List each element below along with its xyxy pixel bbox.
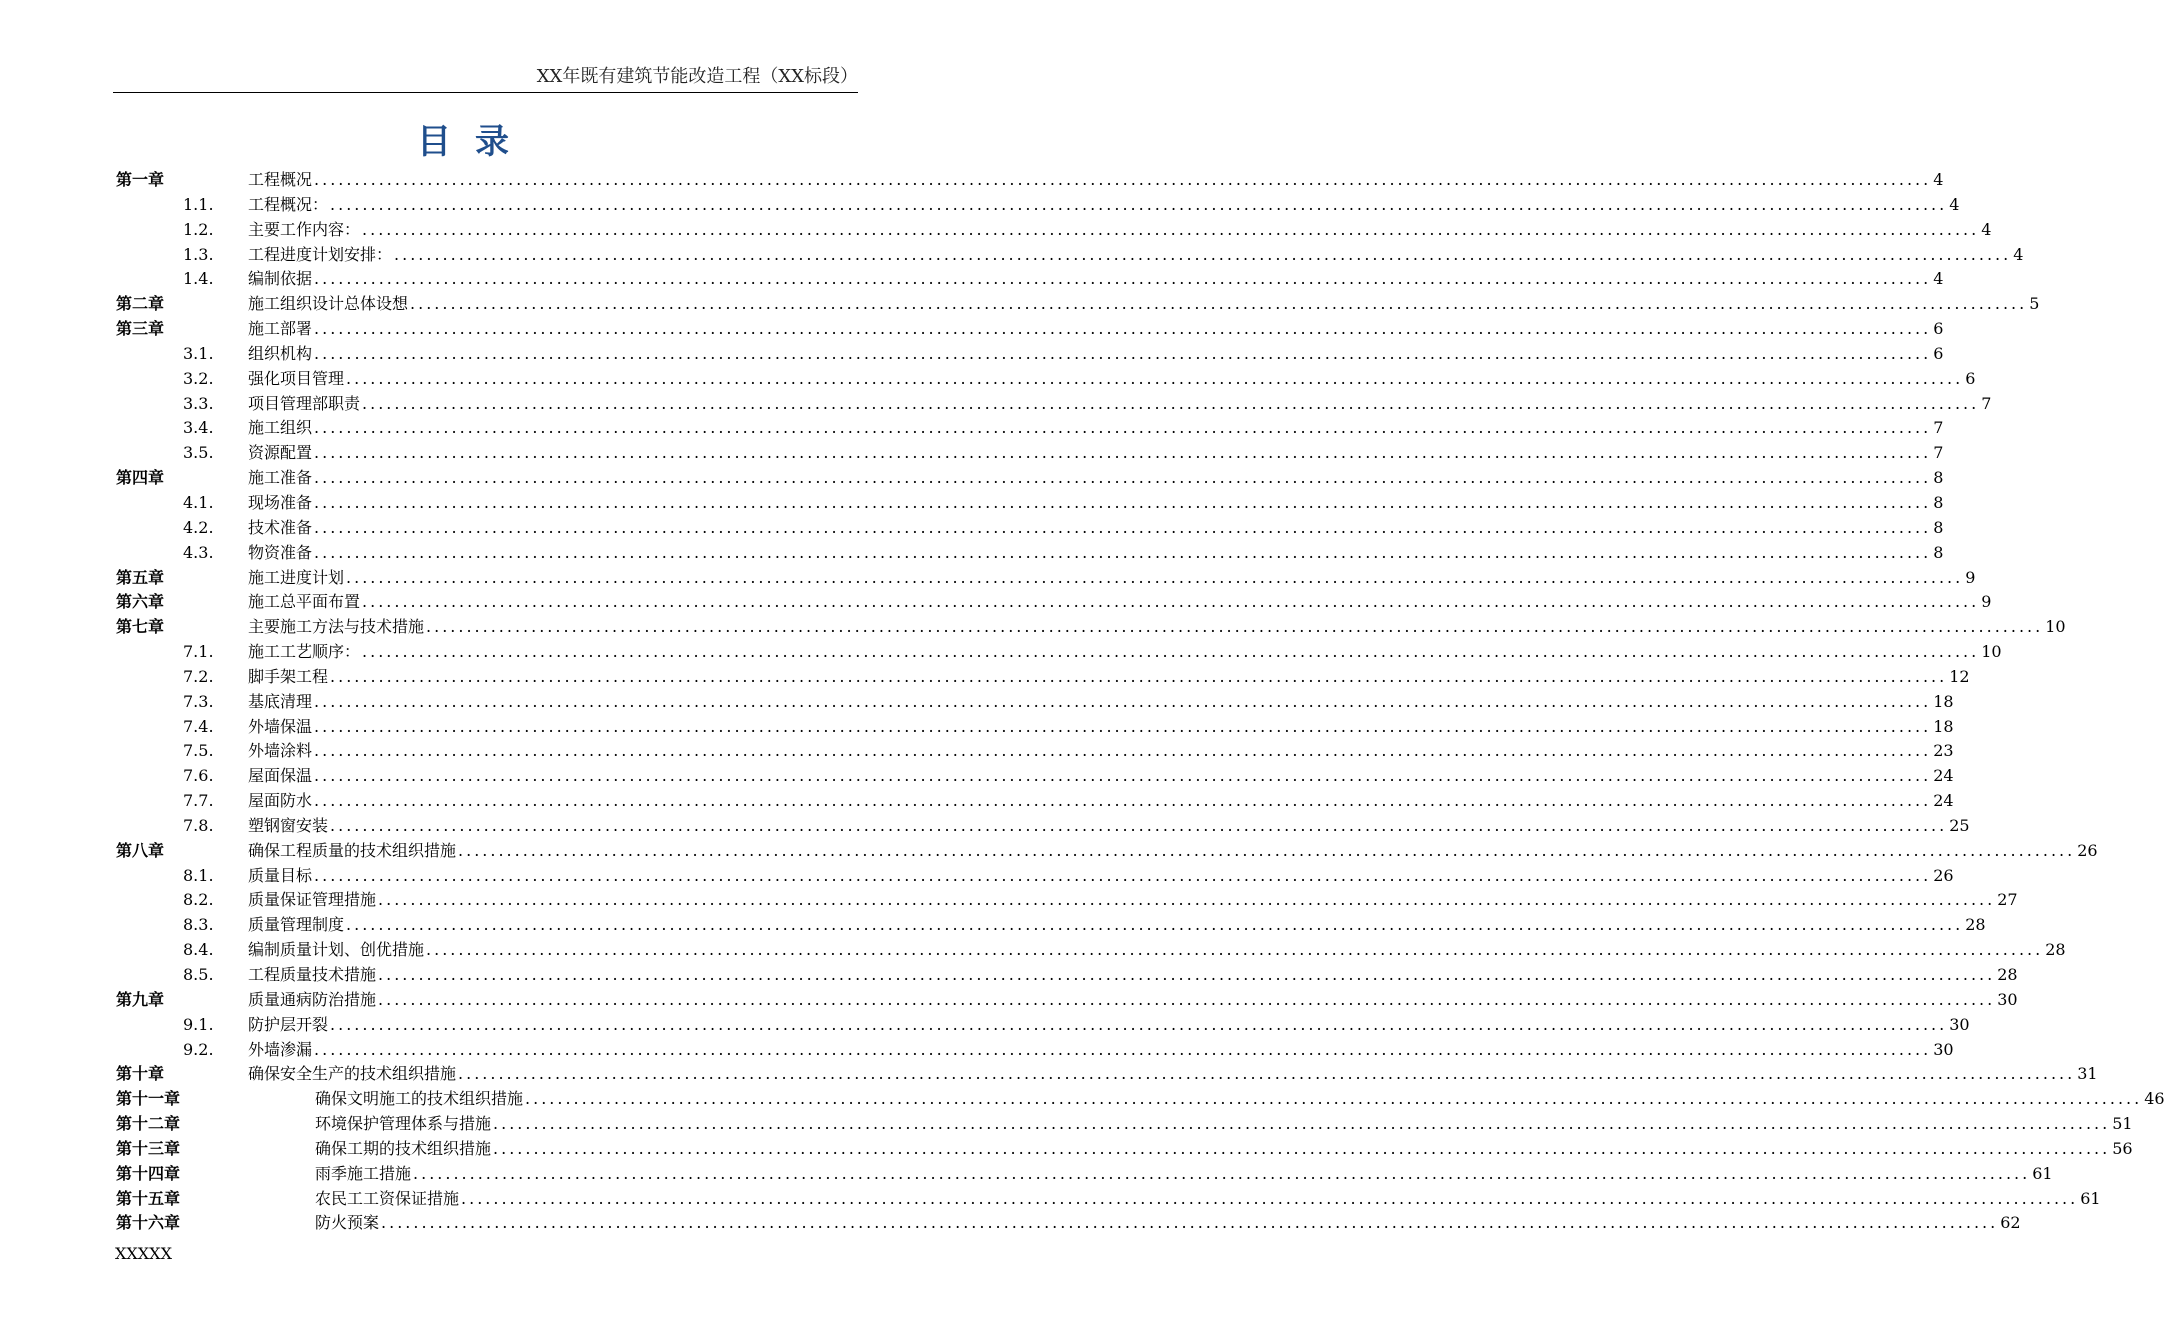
- toc-entry-number: 第十四章: [116, 1163, 181, 1183]
- toc-entry-number: 第十五章: [116, 1188, 181, 1208]
- toc-entry[interactable]: [113, 864, 1954, 889]
- toc-dot-leader: ........................................................................................................................................................................................................: [314, 269, 1932, 289]
- toc-entry-link[interactable]: [248, 615, 2066, 640]
- toc-entry[interactable]: [113, 615, 2066, 640]
- toc-entry-title: 确保安全生产的技术组织措施: [248, 1064, 457, 1084]
- toc-entry-link[interactable]: [248, 665, 1970, 690]
- toc-entry-number: 7.3.: [183, 691, 214, 711]
- toc-dot-leader: ........................................................................................................................................................................................................: [458, 840, 2076, 860]
- toc-entry[interactable]: [113, 1162, 2053, 1187]
- toc-entry-link[interactable]: [248, 839, 2098, 864]
- toc-entry[interactable]: [113, 913, 1986, 938]
- table-of-contents: [113, 168, 2165, 1236]
- toc-entry[interactable]: [113, 1087, 2165, 1112]
- toc-entry-title: 编制依据: [248, 269, 313, 289]
- toc-entry-page: 4: [1949, 194, 1960, 214]
- toc-entry-link[interactable]: [248, 690, 1954, 715]
- toc-entry-link[interactable]: [248, 913, 1986, 938]
- toc-entry[interactable]: [113, 193, 1960, 218]
- toc-entry-page: 10: [2045, 617, 2066, 637]
- toc-entry-title: 环境保护管理体系与措施: [315, 1114, 492, 1134]
- toc-entry-link[interactable]: [248, 764, 1954, 789]
- toc-entry-page: 25: [1949, 815, 1970, 835]
- toc-entry-number: 第十一章: [116, 1089, 181, 1109]
- toc-entry-page: 8: [1933, 517, 1944, 537]
- page-title: 目录: [417, 122, 533, 162]
- toc-dot-leader: ........................................................................................................................................................................................................: [314, 319, 1932, 339]
- page-header: XX年既有建筑节能改造工程（XX标段）: [113, 62, 858, 93]
- toc-entry-link[interactable]: [248, 739, 1954, 764]
- toc-entry-number: 第七章: [116, 617, 165, 637]
- toc-entry[interactable]: [113, 814, 1970, 839]
- toc-dot-leader: ........................................................................................................................................................................................................: [314, 468, 1932, 488]
- toc-entry[interactable]: [113, 292, 2040, 317]
- toc-entry-link[interactable]: [315, 1137, 2133, 1162]
- toc-entry-link[interactable]: [315, 1162, 2053, 1187]
- toc-entry-title: 资源配置: [248, 443, 313, 463]
- toc-dot-leader: ........................................................................................................................................................................................................: [314, 691, 1932, 711]
- toc-entry[interactable]: [113, 839, 2098, 864]
- toc-entry-number: 第四章: [116, 468, 165, 488]
- toc-entry[interactable]: [113, 243, 2024, 268]
- toc-entry-page: 30: [1997, 989, 2018, 1009]
- toc-entry-page: 4: [2013, 244, 2024, 264]
- toc-entry-link[interactable]: [248, 218, 1992, 243]
- toc-entry[interactable]: [113, 590, 1992, 615]
- toc-entry[interactable]: [113, 516, 1944, 541]
- toc-entry-link[interactable]: [248, 416, 1944, 441]
- toc-entry-title: 塑钢窗安装: [248, 815, 329, 835]
- toc-entry-page: 18: [1933, 716, 1954, 736]
- toc-entry-link[interactable]: [248, 441, 1944, 466]
- toc-entry-title: 屋面防水: [248, 791, 313, 811]
- toc-entry-number: 7.5.: [183, 741, 214, 761]
- toc-entry-number: 第十三章: [116, 1138, 181, 1158]
- toc-entry[interactable]: [113, 1062, 2098, 1087]
- toc-entry-page: 6: [1933, 343, 1944, 363]
- toc-entry[interactable]: [113, 466, 1944, 491]
- toc-entry-number: 1.2.: [183, 219, 214, 239]
- toc-entry-title: 外墙涂料: [248, 741, 313, 761]
- toc-entry-number: 第十六章: [116, 1213, 181, 1233]
- toc-entry-title: 施工总平面布置: [248, 592, 361, 612]
- toc-entry[interactable]: [113, 1137, 2133, 1162]
- toc-entry-title: 施工进度计划: [248, 567, 345, 587]
- toc-entry-number: 9.2.: [183, 1039, 214, 1059]
- toc-entry-link[interactable]: [248, 491, 1944, 516]
- toc-entry[interactable]: [113, 640, 2002, 665]
- toc-entry-title: 质量通病防治措施: [248, 989, 377, 1009]
- toc-entry-link[interactable]: [248, 963, 2018, 988]
- toc-entry-page: 51: [2112, 1114, 2133, 1134]
- toc-entry-page: 9: [1981, 592, 1992, 612]
- toc-entry-page: 23: [1933, 741, 1954, 761]
- toc-entry-page: 8: [1933, 492, 1944, 512]
- toc-dot-leader: ........................................................................................................................................................................................................: [314, 542, 1932, 562]
- toc-entry[interactable]: [113, 690, 1954, 715]
- toc-entry-page: 28: [1965, 915, 1986, 935]
- toc-entry-title: 主要工作内容：: [248, 219, 361, 239]
- toc-entry-number: 第二章: [116, 294, 165, 314]
- toc-entry-number: 第九章: [116, 989, 165, 1009]
- toc-dot-leader: ........................................................................................................................................................................................................: [314, 418, 1932, 438]
- toc-dot-leader: ........................................................................................................................................................................................................: [362, 219, 1980, 239]
- toc-dot-leader: ........................................................................................................................................................................................................: [314, 716, 1932, 736]
- toc-entry-title: 脚手架工程: [248, 666, 329, 686]
- toc-entry-page: 18: [1933, 691, 1954, 711]
- toc-entry[interactable]: [113, 988, 2018, 1013]
- toc-entry-page: 4: [1981, 219, 1992, 239]
- toc-entry-page: 28: [2045, 940, 2066, 960]
- toc-entry-page: 7: [1933, 418, 1944, 438]
- toc-entry-link[interactable]: [248, 864, 1954, 889]
- toc-entry-link[interactable]: [248, 267, 1944, 292]
- toc-entry-number: 7.8.: [183, 815, 214, 835]
- toc-entry-number: 第十章: [116, 1064, 165, 1084]
- toc-entry-link[interactable]: [248, 168, 1944, 193]
- toc-dot-leader: ........................................................................................................................................................................................................: [314, 517, 1932, 537]
- toc-dot-leader: ........................................................................................................................................................................................................: [362, 393, 1980, 413]
- toc-entry[interactable]: [113, 789, 1954, 814]
- toc-entry-page: 8: [1933, 542, 1944, 562]
- toc-entry-page: 12: [1949, 666, 1970, 686]
- toc-entry-title: 组织机构: [248, 343, 313, 363]
- toc-entry-title: 外墙保温: [248, 716, 313, 736]
- toc-dot-leader: ........................................................................................................................................................................................................: [330, 194, 1948, 214]
- toc-entry-page: 62: [2000, 1213, 2021, 1233]
- toc-dot-leader: ........................................................................................................................................................................................................: [346, 567, 1964, 587]
- toc-entry-link[interactable]: [248, 292, 2040, 317]
- toc-entry-page: 6: [1933, 319, 1944, 339]
- toc-dot-leader: ........................................................................................................................................................................................................: [346, 915, 1964, 935]
- toc-entry-number: 7.2.: [183, 666, 214, 686]
- toc-entry-number: 8.4.: [183, 940, 214, 960]
- toc-entry-link[interactable]: [248, 1062, 2098, 1087]
- toc-entry-link[interactable]: [248, 715, 1954, 740]
- toc-dot-leader: ........................................................................................................................................................................................................: [314, 791, 1932, 811]
- toc-entry[interactable]: [113, 416, 1944, 441]
- toc-entry-title: 项目管理部职责: [248, 393, 361, 413]
- toc-dot-leader: ........................................................................................................................................................................................................: [362, 642, 1980, 662]
- toc-dot-leader: ........................................................................................................................................................................................................: [394, 244, 2012, 264]
- toc-entry-title: 屋面保温: [248, 766, 313, 786]
- toc-entry-number: 8.2.: [183, 890, 214, 910]
- toc-entry-number: 4.2.: [183, 517, 214, 537]
- toc-dot-leader: ........................................................................................................................................................................................................: [493, 1138, 2111, 1158]
- toc-entry-title: 确保工期的技术组织措施: [315, 1138, 492, 1158]
- toc-entry[interactable]: [113, 715, 1954, 740]
- toc-entry-number: 3.4.: [183, 418, 214, 438]
- toc-dot-leader: ........................................................................................................................................................................................................: [314, 1039, 1932, 1059]
- toc-entry-title: 现场准备: [248, 492, 313, 512]
- toc-dot-leader: ........................................................................................................................................................................................................: [346, 368, 1964, 388]
- toc-dot-leader: ........................................................................................................................................................................................................: [314, 766, 1932, 786]
- toc-entry-number: 3.1.: [183, 343, 214, 363]
- toc-entry-title: 施工准备: [248, 468, 313, 488]
- toc-entry-page: 26: [2077, 840, 2098, 860]
- toc-entry-number: 3.5.: [183, 443, 214, 463]
- toc-entry-page: 61: [2080, 1188, 2101, 1208]
- toc-dot-leader: ........................................................................................................................................................................................................: [426, 617, 2044, 637]
- toc-entry-link[interactable]: [315, 1187, 2101, 1212]
- toc-entry-title: 基底清理: [248, 691, 313, 711]
- toc-entry-title: 防护层开裂: [248, 1014, 329, 1034]
- toc-entry-number: 7.1.: [183, 642, 214, 662]
- toc-dot-leader: ........................................................................................................................................................................................................: [461, 1188, 2079, 1208]
- toc-entry-number: 7.4.: [183, 716, 214, 736]
- toc-entry-title: 物资准备: [248, 542, 313, 562]
- toc-entry-title: 工程质量技术措施: [248, 965, 377, 984]
- toc-entry-title: 施工组织设计总体设想: [248, 294, 409, 314]
- toc-entry-title: 确保工程质量的技术组织措施: [248, 840, 457, 860]
- toc-dot-leader: ........................................................................................................................................................................................................: [413, 1163, 2031, 1183]
- toc-entry-link[interactable]: [248, 1038, 1954, 1063]
- toc-entry-title: 施工组织: [248, 418, 313, 438]
- toc-entry-number: 3.2.: [183, 368, 214, 388]
- toc-entry-link[interactable]: [315, 1211, 2021, 1236]
- toc-entry-link[interactable]: [248, 1013, 1970, 1038]
- toc-entry-number: 4.1.: [183, 492, 214, 512]
- toc-entry[interactable]: [113, 168, 1944, 193]
- toc-entry-number: 3.3.: [183, 393, 214, 413]
- toc-entry[interactable]: [113, 566, 1976, 591]
- toc-entry-page: 7: [1981, 393, 1992, 413]
- toc-dot-leader: ........................................................................................................................................................................................................: [330, 666, 1948, 686]
- toc-entry-link[interactable]: [248, 789, 1954, 814]
- toc-entry-page: 7: [1933, 443, 1944, 463]
- toc-entry[interactable]: [113, 1112, 2133, 1137]
- toc-entry-title: 主要施工方法与技术措施: [248, 617, 425, 637]
- toc-dot-leader: ........................................................................................................................................................................................................: [525, 1089, 2143, 1109]
- toc-entry[interactable]: [113, 665, 1970, 690]
- toc-dot-leader: ........................................................................................................................................................................................................: [362, 592, 1980, 612]
- toc-entry-link[interactable]: [248, 888, 2018, 913]
- toc-entry-number: 7.6.: [183, 766, 214, 786]
- toc-entry[interactable]: [113, 963, 2018, 988]
- toc-entry-link[interactable]: [248, 590, 1992, 615]
- toc-dot-leader: ........................................................................................................................................................................................................: [426, 940, 2044, 960]
- toc-entry-link[interactable]: [248, 541, 1944, 566]
- toc-entry-page: 30: [1933, 1039, 1954, 1059]
- toc-entry-number: 8.3.: [183, 915, 214, 935]
- toc-dot-leader: ........................................................................................................................................................................................................: [314, 343, 1932, 363]
- toc-entry-title: 质量保证管理措施: [248, 890, 377, 910]
- toc-entry-link[interactable]: [248, 938, 2066, 963]
- toc-entry-number: 第十二章: [116, 1114, 181, 1134]
- toc-entry-page: 61: [2032, 1163, 2053, 1183]
- toc-entry-title: 工程概况: [248, 170, 313, 189]
- toc-entry-title: 强化项目管理: [248, 368, 345, 388]
- toc-entry[interactable]: [113, 1013, 1970, 1038]
- toc-entry-page: 4: [1933, 269, 1944, 289]
- toc-entry-page: 5: [2029, 294, 2040, 314]
- toc-entry-title: 确保文明施工的技术组织措施: [315, 1089, 524, 1109]
- toc-entry[interactable]: [113, 1187, 2101, 1212]
- toc-entry-page: 26: [1933, 865, 1954, 885]
- toc-dot-leader: ........................................................................................................................................................................................................: [381, 1213, 1999, 1233]
- toc-entry-link[interactable]: [315, 1112, 2133, 1137]
- toc-dot-leader: ........................................................................................................................................................................................................: [330, 815, 1948, 835]
- toc-entry[interactable]: [113, 441, 1944, 466]
- toc-entry[interactable]: [113, 541, 1944, 566]
- toc-dot-leader: ........................................................................................................................................................................................................: [330, 1014, 1948, 1034]
- toc-entry-link[interactable]: [248, 392, 1992, 417]
- toc-entry-number: 1.3.: [183, 244, 214, 264]
- toc-entry[interactable]: [113, 317, 1944, 342]
- toc-entry-number: 7.7.: [183, 791, 214, 811]
- toc-entry-title: 编制质量计划、创优措施: [248, 940, 425, 960]
- toc-entry-number: 8.1.: [183, 865, 214, 885]
- toc-entry[interactable]: [113, 938, 2066, 963]
- toc-entry-page: 31: [2077, 1064, 2098, 1084]
- toc-entry-link[interactable]: [248, 516, 1944, 541]
- toc-entry-link[interactable]: [248, 814, 1970, 839]
- toc-entry-link[interactable]: [315, 1087, 2165, 1112]
- toc-entry-title: 外墙渗漏: [248, 1039, 313, 1059]
- toc-entry-page: 24: [1933, 766, 1954, 786]
- toc-entry-number: 第一章: [116, 170, 165, 189]
- toc-entry-page: 24: [1933, 791, 1954, 811]
- toc-entry[interactable]: [113, 491, 1944, 516]
- toc-entry-page: 8: [1933, 468, 1944, 488]
- toc-entry-page: 56: [2112, 1138, 2133, 1158]
- toc-entry-link[interactable]: [248, 243, 2024, 268]
- toc-dot-leader: ........................................................................................................................................................................................................: [314, 865, 1932, 885]
- toc-dot-leader: ........................................................................................................................................................................................................: [378, 890, 1996, 910]
- toc-entry-page: 30: [1949, 1014, 1970, 1034]
- toc-entry[interactable]: [113, 1211, 2021, 1236]
- toc-entry-title: 施工工艺顺序：: [248, 642, 361, 662]
- toc-entry-page: 9: [1965, 567, 1976, 587]
- toc-entry-number: 第六章: [116, 592, 165, 612]
- toc-entry-number: 第三章: [116, 319, 165, 339]
- toc-entry-link[interactable]: [248, 640, 2002, 665]
- toc-entry-page: 28: [1997, 965, 2018, 984]
- toc-entry-link[interactable]: [248, 466, 1944, 491]
- toc-entry-page: 4: [1933, 170, 1944, 189]
- toc-dot-leader: ........................................................................................................................................................................................................: [378, 989, 1996, 1009]
- toc-entry-page: 10: [1981, 642, 2002, 662]
- toc-entry-title: 雨季施工措施: [315, 1163, 412, 1183]
- toc-entry-number: 第八章: [116, 840, 165, 860]
- toc-entry-number: 4.3.: [183, 542, 214, 562]
- toc-entry[interactable]: [113, 392, 1992, 417]
- toc-dot-leader: ........................................................................................................................................................................................................: [314, 443, 1932, 463]
- toc-entry-link[interactable]: [248, 193, 1960, 218]
- toc-dot-leader: ........................................................................................................................................................................................................: [314, 170, 1932, 189]
- toc-entry-page: 27: [1997, 890, 2018, 910]
- toc-dot-leader: ........................................................................................................................................................................................................: [314, 492, 1932, 512]
- toc-entry-title: 防火预案: [315, 1213, 380, 1233]
- toc-entry[interactable]: [113, 1038, 1954, 1063]
- toc-entry-number: 1.4.: [183, 269, 214, 289]
- toc-entry-page: 6: [1965, 368, 1976, 388]
- toc-entry-title: 质量目标: [248, 865, 313, 885]
- toc-entry-number: 9.1.: [183, 1014, 214, 1034]
- toc-entry-title: 工程进度计划安排：: [248, 244, 393, 264]
- toc-entry[interactable]: [113, 267, 1944, 292]
- toc-entry[interactable]: [113, 739, 1954, 764]
- toc-entry-link[interactable]: [248, 317, 1944, 342]
- toc-entry-title: 工程概况：: [248, 194, 329, 214]
- toc-dot-leader: ........................................................................................................................................................................................................: [458, 1064, 2076, 1084]
- toc-dot-leader: ........................................................................................................................................................................................................: [410, 294, 2028, 314]
- toc-dot-leader: ........................................................................................................................................................................................................: [378, 965, 1996, 984]
- toc-entry[interactable]: [113, 218, 1992, 243]
- toc-entry-link[interactable]: [248, 566, 1976, 591]
- toc-entry-title: 施工部署: [248, 319, 313, 339]
- toc-entry-link[interactable]: [248, 367, 1976, 392]
- toc-entry-number: 1.1.: [183, 194, 214, 214]
- page-footer: XXXXX: [115, 1244, 172, 1263]
- toc-entry-link[interactable]: [248, 342, 1944, 367]
- toc-entry-title: 农民工工资保证措施: [315, 1188, 460, 1208]
- toc-entry-title: 技术准备: [248, 517, 313, 537]
- toc-entry[interactable]: [113, 764, 1954, 789]
- toc-entry-page: 46: [2144, 1089, 2165, 1109]
- toc-entry-number: 8.5.: [183, 965, 214, 984]
- toc-entry-number: 第五章: [116, 567, 165, 587]
- toc-dot-leader: ........................................................................................................................................................................................................: [493, 1114, 2111, 1134]
- toc-dot-leader: ........................................................................................................................................................................................................: [314, 741, 1932, 761]
- toc-entry[interactable]: [113, 888, 2018, 913]
- toc-entry-link[interactable]: [248, 988, 2018, 1013]
- toc-entry[interactable]: [113, 342, 1944, 367]
- toc-entry-title: 质量管理制度: [248, 915, 345, 935]
- toc-entry[interactable]: [113, 367, 1976, 392]
